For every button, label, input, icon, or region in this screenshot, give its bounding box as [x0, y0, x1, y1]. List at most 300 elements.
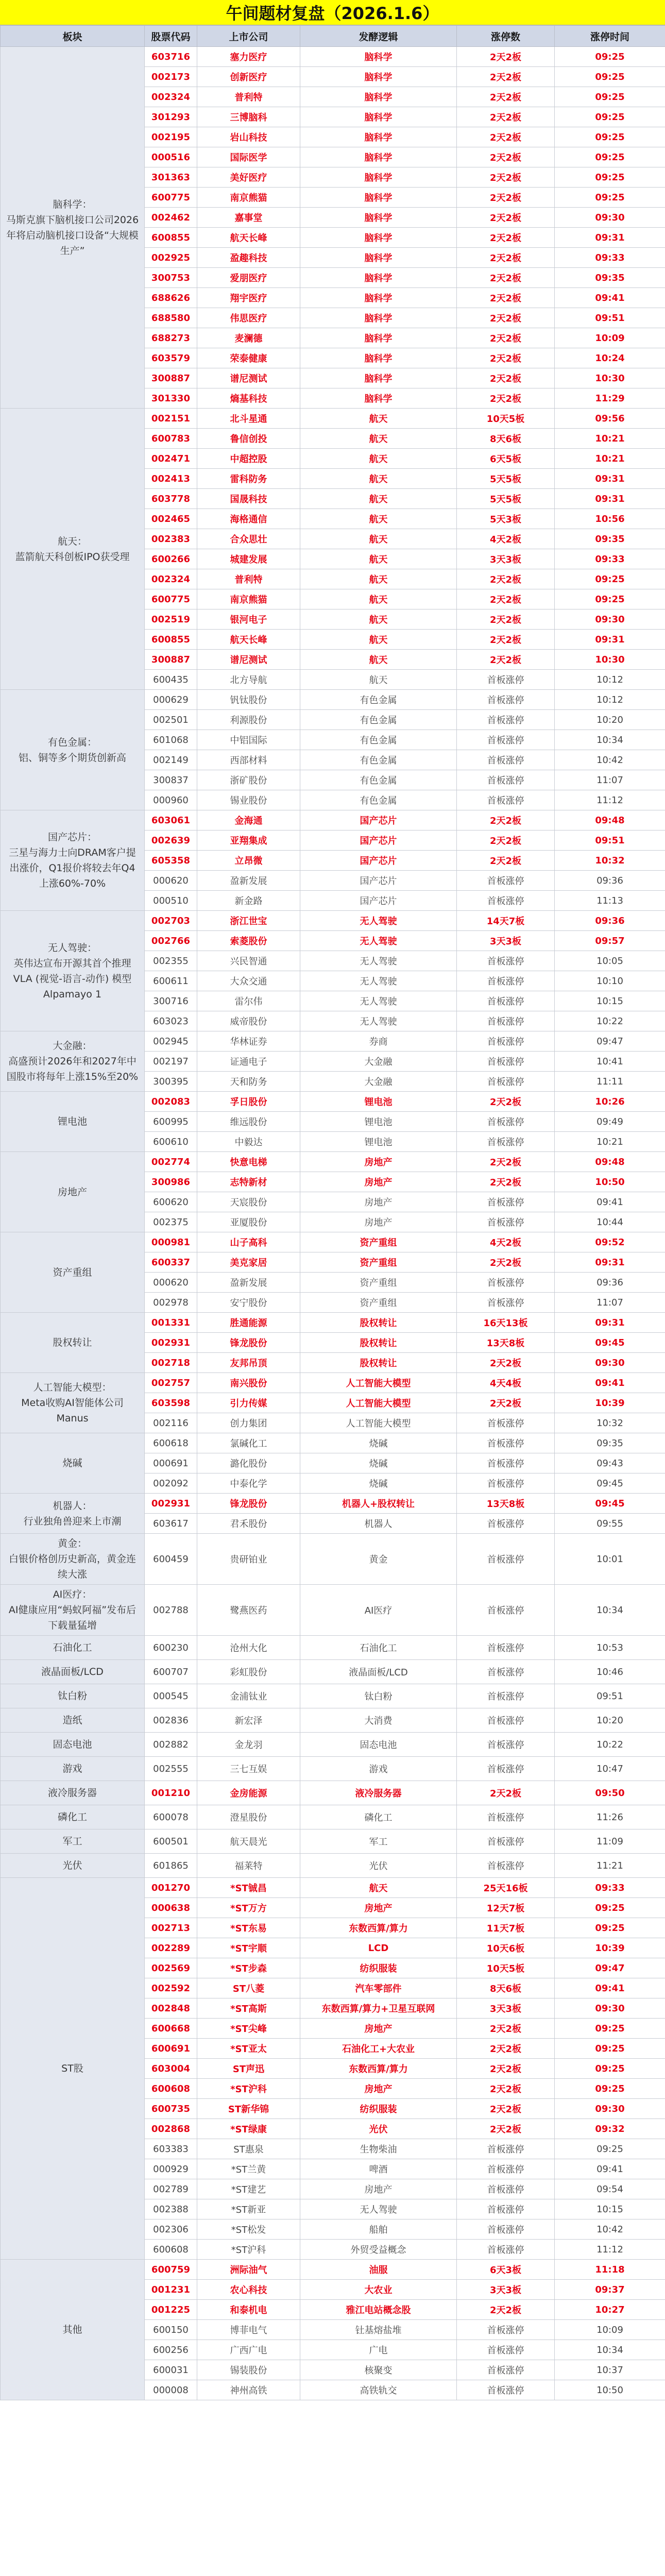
logic-cell: 房地产	[300, 2019, 457, 2039]
logic-cell: 液冷服务器	[300, 1781, 457, 1805]
limit-count-cell: 10天5板	[457, 1958, 555, 1978]
stock-code-cell: 600256	[145, 2340, 197, 2360]
logic-cell: 烧碱	[300, 1473, 457, 1494]
limit-count-cell: 首板涨停	[457, 2340, 555, 2360]
limit-count-cell: 3天3板	[457, 549, 555, 569]
logic-cell: 啤酒	[300, 2159, 457, 2179]
stock-code-cell: 000638	[145, 1898, 197, 1918]
limit-time-cell: 09:25	[555, 127, 665, 147]
limit-count-cell: 首板涨停	[457, 1514, 555, 1534]
stock-code-cell: 002713	[145, 1918, 197, 1938]
company-cell: 盈新发展	[197, 871, 300, 891]
logic-cell: 钛白粉	[300, 1684, 457, 1708]
limit-count-cell: 2天2板	[457, 569, 555, 589]
limit-time-cell: 09:41	[555, 2159, 665, 2179]
logic-cell: 人工智能大模型	[300, 1373, 457, 1393]
limit-count-cell: 首板涨停	[457, 991, 555, 1011]
company-cell: 城建发展	[197, 549, 300, 569]
limit-count-cell: 2天2板	[457, 167, 555, 188]
logic-cell: 人工智能大模型	[300, 1393, 457, 1413]
limit-time-cell: 09:47	[555, 1031, 665, 1052]
limit-time-cell: 09:25	[555, 589, 665, 609]
company-cell: 金海通	[197, 810, 300, 831]
stock-code-cell: 600230	[145, 1636, 197, 1660]
limit-time-cell: 10:21	[555, 429, 665, 449]
limit-count-cell: 10天6板	[457, 1938, 555, 1958]
limit-time-cell: 10:20	[555, 1708, 665, 1733]
logic-cell: 航天	[300, 469, 457, 489]
limit-time-cell: 09:25	[555, 2139, 665, 2159]
limit-count-cell: 首板涨停	[457, 750, 555, 770]
company-cell: 锡装股份	[197, 2360, 300, 2380]
limit-count-cell: 8天6板	[457, 429, 555, 449]
board-label: 无人驾驶： 英伟达宣布开源其首个推理VLA (视觉-语言-动作) 模型Alpamayo 1	[1, 911, 145, 1031]
stock-code-cell: 603383	[145, 2139, 197, 2159]
company-cell: 嘉事堂	[197, 208, 300, 228]
stock-code-cell: 600855	[145, 630, 197, 650]
limit-count-cell: 2天2板	[457, 1092, 555, 1112]
limit-time-cell: 10:20	[555, 710, 665, 730]
stock-code-cell: 001331	[145, 1313, 197, 1333]
logic-cell: 资产重组	[300, 1293, 457, 1313]
logic-cell: 国产芯片	[300, 891, 457, 911]
limit-time-cell: 10:53	[555, 1636, 665, 1660]
limit-count-cell: 2天2板	[457, 228, 555, 248]
limit-time-cell: 09:33	[555, 1878, 665, 1898]
limit-time-cell: 09:51	[555, 308, 665, 328]
stock-code-cell: 002083	[145, 1092, 197, 1112]
limit-time-cell: 10:21	[555, 449, 665, 469]
logic-cell: 脑科学	[300, 147, 457, 167]
logic-cell: 磷化工	[300, 1805, 457, 1829]
limit-time-cell: 09:51	[555, 1684, 665, 1708]
company-cell: 航天晨光	[197, 1829, 300, 1854]
company-cell: 钒钛股份	[197, 690, 300, 710]
logic-cell: 脑科学	[300, 308, 457, 328]
limit-count-cell: 2天2板	[457, 208, 555, 228]
board-label: 黄金： 白银价格创历史新高，黄金连续大涨	[1, 1534, 145, 1585]
table-row	[1, 1854, 665, 1878]
company-cell: 山子高科	[197, 1232, 300, 1252]
limit-time-cell: 10:37	[555, 2360, 665, 2380]
company-cell: 荣泰健康	[197, 348, 300, 368]
company-cell: 新宏泽	[197, 1708, 300, 1733]
limit-count-cell: 首板涨停	[457, 1273, 555, 1293]
limit-count-cell: 首板涨停	[457, 730, 555, 750]
limit-time-cell: 10:30	[555, 650, 665, 670]
logic-cell: 固态电池	[300, 1733, 457, 1757]
limit-count-cell: 2天2板	[457, 1252, 555, 1273]
limit-time-cell: 10:42	[555, 750, 665, 770]
stock-code-cell: 300716	[145, 991, 197, 1011]
logic-cell: 外贸受益概念	[300, 2240, 457, 2260]
company-cell: *ST新亚	[197, 2199, 300, 2219]
limit-time-cell: 09:35	[555, 529, 665, 549]
logic-cell: 游戏	[300, 1757, 457, 1781]
stock-code-cell: 600775	[145, 589, 197, 609]
stock-code-cell: 301330	[145, 388, 197, 409]
logic-cell: 无人驾驶	[300, 971, 457, 991]
limit-count-cell: 25天16板	[457, 1878, 555, 1898]
stock-code-cell: 002462	[145, 208, 197, 228]
company-cell: 锋龙股份	[197, 1494, 300, 1514]
limit-time-cell: 10:56	[555, 509, 665, 529]
company-cell: 熵基科技	[197, 388, 300, 409]
company-cell: 北方导航	[197, 670, 300, 690]
stock-code-cell: 000981	[145, 1232, 197, 1252]
company-cell: 新金路	[197, 891, 300, 911]
logic-cell: 船舶	[300, 2219, 457, 2240]
limit-count-cell: 首板涨停	[457, 1829, 555, 1854]
logic-cell: 房地产	[300, 1192, 457, 1212]
limit-time-cell: 09:25	[555, 87, 665, 107]
stock-code-cell: 688626	[145, 288, 197, 308]
table-row	[1, 1585, 665, 1636]
limit-count-cell: 首板涨停	[457, 690, 555, 710]
limit-time-cell: 10:44	[555, 1212, 665, 1232]
company-cell: 岩山科技	[197, 127, 300, 147]
logic-cell: 脑科学	[300, 87, 457, 107]
limit-count-cell: 首板涨停	[457, 1660, 555, 1684]
company-cell: 贵研铂业	[197, 1534, 300, 1585]
company-cell: 雷尔伟	[197, 991, 300, 1011]
stock-code-cell: 002092	[145, 1473, 197, 1494]
limit-count-cell: 2天2板	[457, 810, 555, 831]
limit-count-cell: 2天2板	[457, 2039, 555, 2059]
limit-time-cell: 11:12	[555, 2240, 665, 2260]
company-cell: 农心科技	[197, 2280, 300, 2300]
company-cell: 盈趣科技	[197, 248, 300, 268]
logic-cell: 军工	[300, 1829, 457, 1854]
limit-count-cell: 首板涨停	[457, 891, 555, 911]
table-row	[1, 1805, 665, 1829]
stock-code-cell: 600759	[145, 2260, 197, 2280]
limit-count-cell: 首板涨停	[457, 2240, 555, 2260]
table-row	[1, 1878, 665, 1898]
stock-code-cell: 002868	[145, 2119, 197, 2139]
logic-cell: 脑科学	[300, 368, 457, 388]
company-cell: 证通电子	[197, 1052, 300, 1072]
limit-time-cell: 11:11	[555, 1072, 665, 1092]
logic-cell: 航天	[300, 569, 457, 589]
limit-time-cell: 10:15	[555, 2199, 665, 2219]
stock-code-cell: 688580	[145, 308, 197, 328]
logic-cell: 无人驾驶	[300, 951, 457, 971]
limit-count-cell: 首板涨停	[457, 770, 555, 790]
board-label: 房地产	[1, 1152, 145, 1232]
limit-time-cell: 09:25	[555, 1918, 665, 1938]
logic-cell: 纺织服装	[300, 1958, 457, 1978]
logic-cell: 液晶面板/LCD	[300, 1660, 457, 1684]
limit-time-cell: 09:36	[555, 911, 665, 931]
board-label: 光伏	[1, 1854, 145, 1878]
limit-count-cell: 2天2板	[457, 348, 555, 368]
limit-count-cell: 2天2板	[457, 47, 555, 67]
company-cell: 立昂微	[197, 851, 300, 871]
logic-cell: 脑科学	[300, 348, 457, 368]
limit-count-cell: 2天2板	[457, 87, 555, 107]
limit-time-cell: 11:07	[555, 770, 665, 790]
logic-cell: 无人驾驶	[300, 911, 457, 931]
company-cell: 中铝国际	[197, 730, 300, 750]
logic-cell: 脑科学	[300, 47, 457, 67]
logic-cell: 黄金	[300, 1534, 457, 1585]
limit-time-cell: 09:25	[555, 107, 665, 127]
logic-cell: 石油化工+大农业	[300, 2039, 457, 2059]
logic-cell: 脑科学	[300, 107, 457, 127]
company-cell: 浙江世宝	[197, 911, 300, 931]
limit-time-cell: 10:50	[555, 2380, 665, 2400]
logic-cell: 锂电池	[300, 1092, 457, 1112]
header-logic: 发酵逻辑	[300, 26, 457, 47]
stock-code-cell: 301363	[145, 167, 197, 188]
limit-count-cell: 2天2板	[457, 268, 555, 288]
company-cell: 航天长峰	[197, 630, 300, 650]
limit-time-cell: 11:29	[555, 388, 665, 409]
limit-count-cell: 2天2板	[457, 388, 555, 409]
limit-count-cell: 首板涨停	[457, 1473, 555, 1494]
stock-code-cell: 600691	[145, 2039, 197, 2059]
company-cell: 澄星股份	[197, 1805, 300, 1829]
logic-cell: 资产重组	[300, 1273, 457, 1293]
board-label: 大金融： 高盛预计2026年和2027年中国股市将每年上涨15%至20%	[1, 1031, 145, 1092]
stock-code-cell: 600611	[145, 971, 197, 991]
company-cell: 合众思壮	[197, 529, 300, 549]
company-cell: 三七互娱	[197, 1757, 300, 1781]
logic-cell: 石油化工	[300, 1636, 457, 1660]
limit-count-cell: 首板涨停	[457, 1413, 555, 1433]
board-label: 磷化工	[1, 1805, 145, 1829]
limit-time-cell: 09:48	[555, 1152, 665, 1172]
limit-count-cell: 4天2板	[457, 529, 555, 549]
logic-cell: 无人驾驶	[300, 2199, 457, 2219]
company-cell: 三博脑科	[197, 107, 300, 127]
company-cell: 锋龙股份	[197, 1333, 300, 1353]
company-cell: 金浦钛业	[197, 1684, 300, 1708]
company-cell: *ST绿康	[197, 2119, 300, 2139]
limit-count-cell: 4天4板	[457, 1373, 555, 1393]
company-cell: 谱尼测试	[197, 650, 300, 670]
limit-time-cell: 10:15	[555, 991, 665, 1011]
stock-code-cell: 300753	[145, 268, 197, 288]
limit-count-cell: 2天2板	[457, 2059, 555, 2079]
limit-count-cell: 首板涨停	[457, 1453, 555, 1473]
table-row	[1, 1031, 665, 1052]
company-cell: 天宸股份	[197, 1192, 300, 1212]
company-cell: 普利特	[197, 87, 300, 107]
limit-time-cell: 10:22	[555, 1733, 665, 1757]
stock-code-cell: 300837	[145, 770, 197, 790]
table-row	[1, 911, 665, 931]
stock-code-cell: 000929	[145, 2159, 197, 2179]
limit-time-cell: 09:41	[555, 1978, 665, 1998]
limit-time-cell: 10:34	[555, 730, 665, 750]
limit-time-cell: 10:41	[555, 1052, 665, 1072]
logic-cell: 资产重组	[300, 1252, 457, 1273]
company-cell: *ST兰黄	[197, 2159, 300, 2179]
company-cell: 雷科防务	[197, 469, 300, 489]
limit-count-cell: 2天2板	[457, 1353, 555, 1373]
table-row	[1, 1232, 665, 1252]
limit-time-cell: 09:25	[555, 2039, 665, 2059]
limit-time-cell: 11:26	[555, 1805, 665, 1829]
table-row	[1, 1494, 665, 1514]
logic-cell: 航天	[300, 589, 457, 609]
company-cell: 孚日股份	[197, 1092, 300, 1112]
limit-count-cell: 2天2板	[457, 308, 555, 328]
table-row	[1, 1313, 665, 1333]
board-label: 石油化工	[1, 1636, 145, 1660]
logic-cell: 大农业	[300, 2280, 457, 2300]
limit-count-cell: 2天2板	[457, 248, 555, 268]
limit-time-cell: 10:27	[555, 2300, 665, 2320]
limit-time-cell: 10:21	[555, 1132, 665, 1152]
limit-count-cell: 首板涨停	[457, 1708, 555, 1733]
stock-code-cell: 002592	[145, 1978, 197, 1998]
limit-time-cell: 09:35	[555, 268, 665, 288]
logic-cell: 雅江电站概念股	[300, 2300, 457, 2320]
limit-count-cell: 3天3板	[457, 1998, 555, 2019]
limit-time-cell: 10:01	[555, 1534, 665, 1585]
limit-count-cell: 首板涨停	[457, 1072, 555, 1092]
company-cell: 创力集团	[197, 1413, 300, 1433]
limit-time-cell: 10:12	[555, 690, 665, 710]
limit-time-cell: 11:07	[555, 1293, 665, 1313]
limit-count-cell: 首板涨停	[457, 670, 555, 690]
limit-time-cell: 10:09	[555, 328, 665, 348]
board-label: 国产芯片： 三星与海力士向DRAM客户提出涨价，Q1报价将较去年Q4上涨60%-70%	[1, 810, 145, 911]
limit-time-cell: 09:47	[555, 1958, 665, 1978]
stock-code-cell: 002324	[145, 569, 197, 589]
logic-cell: 资产重组	[300, 1232, 457, 1252]
table-row	[1, 1757, 665, 1781]
stock-code-cell: 600995	[145, 1112, 197, 1132]
stock-code-cell: 600266	[145, 549, 197, 569]
board-label: 钛白粉	[1, 1684, 145, 1708]
stock-code-cell: 600150	[145, 2320, 197, 2340]
stock-code-cell: 002471	[145, 449, 197, 469]
company-cell: 中超控股	[197, 449, 300, 469]
stock-code-cell: 002151	[145, 409, 197, 429]
stock-code-cell: 002383	[145, 529, 197, 549]
stock-code-cell: 600855	[145, 228, 197, 248]
limit-time-cell: 09:25	[555, 2019, 665, 2039]
logic-cell: 有色金属	[300, 710, 457, 730]
company-cell: ST八菱	[197, 1978, 300, 1998]
stock-code-cell: 688273	[145, 328, 197, 348]
stock-code-cell: 300887	[145, 650, 197, 670]
logic-cell: 房地产	[300, 2179, 457, 2199]
company-cell: 鲁信创投	[197, 429, 300, 449]
limit-time-cell: 09:54	[555, 2179, 665, 2199]
board-label: 游戏	[1, 1757, 145, 1781]
company-cell: 鹭燕医药	[197, 1585, 300, 1636]
company-cell: 亚翔集成	[197, 831, 300, 851]
logic-cell: 股权转让	[300, 1333, 457, 1353]
table-row	[1, 2260, 665, 2280]
limit-count-cell: 首板涨停	[457, 1854, 555, 1878]
limit-time-cell: 09:50	[555, 1781, 665, 1805]
limit-time-cell: 09:55	[555, 1514, 665, 1534]
stock-code-cell: 000620	[145, 871, 197, 891]
limit-time-cell: 09:25	[555, 167, 665, 188]
company-cell: 彩虹股份	[197, 1660, 300, 1684]
logic-cell: 核聚变	[300, 2360, 457, 2380]
stock-code-cell: 002149	[145, 750, 197, 770]
company-cell: 福莱特	[197, 1854, 300, 1878]
limit-count-cell: 13天8板	[457, 1333, 555, 1353]
company-cell: 君禾股份	[197, 1514, 300, 1534]
limit-time-cell: 10:39	[555, 1393, 665, 1413]
company-cell: 潞化股份	[197, 1453, 300, 1473]
board-label: 航天： 蓝箭航天科创板IPO获受理	[1, 409, 145, 690]
stock-code-cell: 600435	[145, 670, 197, 690]
limit-time-cell: 09:43	[555, 1453, 665, 1473]
logic-cell: 油服	[300, 2260, 457, 2280]
table-row	[1, 1781, 665, 1805]
table-row	[1, 1684, 665, 1708]
stock-code-cell: 300395	[145, 1072, 197, 1092]
company-cell: 爱朋医疗	[197, 268, 300, 288]
limit-count-cell: 2天2板	[457, 188, 555, 208]
limit-count-cell: 首板涨停	[457, 2139, 555, 2159]
limit-time-cell: 11:12	[555, 790, 665, 810]
company-cell: 金龙羽	[197, 1733, 300, 1757]
limit-count-cell: 首板涨停	[457, 1052, 555, 1072]
stock-code-cell: 600031	[145, 2360, 197, 2380]
limit-time-cell: 09:33	[555, 549, 665, 569]
logic-cell: 房地产	[300, 1898, 457, 1918]
limit-count-cell: 首板涨停	[457, 1011, 555, 1031]
limit-count-cell: 首板涨停	[457, 871, 555, 891]
table-row	[1, 1660, 665, 1684]
limit-time-cell: 09:37	[555, 2280, 665, 2300]
logic-cell: 机器人+股权转让	[300, 1494, 457, 1514]
board-label: ST股	[1, 1878, 145, 2260]
limit-time-cell: 09:32	[555, 2119, 665, 2139]
limit-time-cell: 10:12	[555, 670, 665, 690]
limit-count-cell: 2天2板	[457, 328, 555, 348]
company-cell: 盈新发展	[197, 1273, 300, 1293]
limit-time-cell: 09:25	[555, 47, 665, 67]
logic-cell: 生物柴油	[300, 2139, 457, 2159]
board-label: 股权转让	[1, 1313, 145, 1373]
limit-time-cell: 09:25	[555, 67, 665, 87]
limit-count-cell: 首板涨停	[457, 1112, 555, 1132]
stock-code-cell: 002774	[145, 1152, 197, 1172]
header-company: 上市公司	[197, 26, 300, 47]
board-label: 其他	[1, 2260, 145, 2400]
limit-count-cell: 首板涨停	[457, 951, 555, 971]
board-label: 脑科学： 马斯克旗下脑机接口公司2026年将启动脑机接口设备“大规模生产”	[1, 47, 145, 409]
company-cell: 国际医学	[197, 147, 300, 167]
company-cell: 志特新材	[197, 1172, 300, 1192]
limit-count-cell: 首板涨停	[457, 1031, 555, 1052]
company-cell: 翔宇医疗	[197, 288, 300, 308]
logic-cell: 有色金属	[300, 690, 457, 710]
logic-cell: 房地产	[300, 1212, 457, 1232]
table-row	[1, 1636, 665, 1660]
board-label: 烧碱	[1, 1433, 145, 1494]
stock-code-cell: 002931	[145, 1333, 197, 1353]
stock-code-cell: 002195	[145, 127, 197, 147]
limit-time-cell: 09:31	[555, 228, 665, 248]
logic-cell: 航天	[300, 449, 457, 469]
logic-cell: 航天	[300, 529, 457, 549]
logic-cell: 航天	[300, 1878, 457, 1898]
company-cell: 沧州大化	[197, 1636, 300, 1660]
stock-code-cell: 002789	[145, 2179, 197, 2199]
